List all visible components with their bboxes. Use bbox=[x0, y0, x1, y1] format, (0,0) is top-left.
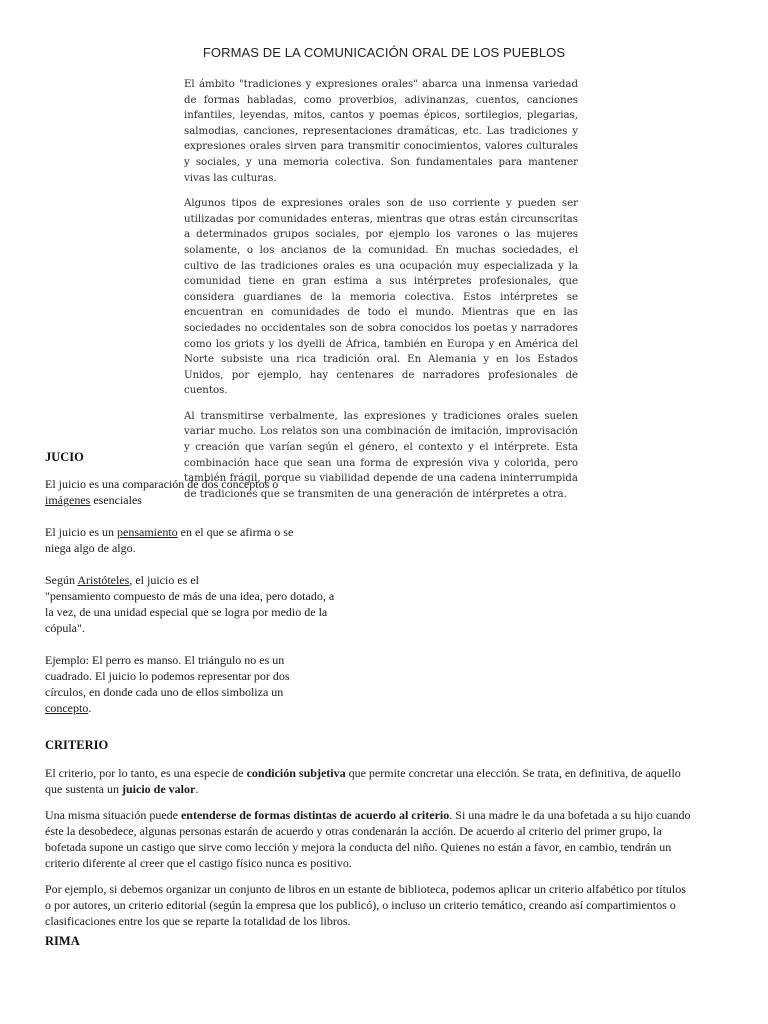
intro-block bbox=[184, 77, 578, 502]
text: El criterio, por lo tanto, es una especie de bbox=[45, 766, 247, 780]
section-heading-juicio: JUCIO bbox=[45, 450, 84, 464]
juicio-paragraph bbox=[45, 524, 365, 556]
text: Según bbox=[45, 573, 78, 587]
text: que permite concretar una elección. Se trata, en definitiva, de aquello bbox=[345, 766, 681, 780]
text: El juicio es un bbox=[45, 525, 117, 539]
bold-text: juicio de valor bbox=[122, 782, 196, 796]
criterio-section bbox=[45, 765, 735, 929]
document-title: FORMAS DE LA COMUNICACIÓN ORAL DE LOS PUEBLOS bbox=[202, 45, 566, 60]
juicio-paragraph bbox=[45, 476, 365, 508]
text: cópula". bbox=[45, 621, 85, 635]
section-heading-rima: RIMA bbox=[45, 934, 80, 948]
criterio-paragraph bbox=[45, 807, 735, 871]
text: niega algo de algo. bbox=[45, 541, 136, 555]
text: Por ejemplo, si debemos organizar un conjunto de libros en un estante de biblioteca, podemos aplicar un criterio alfabético por títulos bbox=[45, 882, 686, 896]
link-imagenes[interactable]: imágenes bbox=[45, 493, 91, 507]
text: esenciales bbox=[90, 493, 142, 507]
text: éste la desobedece, algunas personas estarán de acuerdo y otras condenarán la acción. De acuerdo al criterio del primer grupo, la bbox=[45, 824, 662, 838]
criterio-paragraph bbox=[45, 765, 735, 797]
text: Una misma situación puede bbox=[45, 808, 181, 822]
text: clasificaciones entre los que se reparte la totalidad de los libros. bbox=[45, 914, 351, 928]
juicio-section bbox=[45, 476, 365, 732]
text: . Si una madre le da una bofetada a su hijo cuando bbox=[449, 808, 691, 822]
intro-paragraph: Algunos tipos de expresiones orales son de uso corriente y pueden ser utilizadas por comunidades enteras, mientras que otras están circunscritas a determinados grupos sociales, por ejemplo los varones o las mujeres solamente, o los ancianos de la comunidad. En muchas sociedades, el cultivo de las tradiciones orales es una ocupación muy especializada y la comunidad tiene en gran estima a sus intérpretes profesionales, que considera guardianes de la memoria colectiva. Estos intérpretes se encuentran en comunidades de todo el mundo. Mientras que en las sociedades no occidentales son de sobra conocidos los poetas y narradores como los griots y los dyelli de África, también en Europa y en América del Norte subsiste una rica tradición oral. En Alemania y en los Estados Unidos, por ejemplo, hay centenares de narradores profesionales de cuentos. bbox=[184, 198, 578, 397]
text: o por autores, un criterio editorial (según la empresa que los publicó), o incluso un criterio temático, creando así compartimientos o bbox=[45, 898, 676, 912]
text: criterio diferente al creer que el castigo físico nunca es positivo. bbox=[45, 856, 352, 870]
link-concepto[interactable]: concepto bbox=[45, 701, 89, 715]
text: "pensamiento compuesto de más de una idea, pero dotado, a bbox=[45, 589, 335, 603]
text: . bbox=[195, 782, 199, 796]
section-heading-criterio: CRITERIO bbox=[45, 738, 109, 752]
text: . bbox=[88, 701, 92, 715]
bold-text: entenderse de formas distintas de acuerdo al criterio bbox=[180, 808, 450, 822]
intro-paragraph: Al transmitirse verbalmente, las expresiones y tradiciones orales suelen variar mucho. Los relatos son una combinación de imitación, improvisación y creación que varían según el género, el contexto y el intérprete. Esta combinación hace que sean una forma de expresión viva y colorida, pero también frágil, porque su viabilidad depende de una cadena ininterrumpida de tradiciones que se transmiten de una generación de intérpretes a otra. bbox=[184, 410, 578, 500]
text: , el juicio es el bbox=[129, 573, 199, 587]
text: El juicio es una comparación de dos conceptos o bbox=[45, 477, 279, 491]
intro-paragraph: El ámbito "tradiciones y expresiones orales" abarca una inmensa variedad de formas habladas, como proverbios, adivinanzas, cuentos, canciones infantiles, leyendas, mitos, cantos y poemas épicos, sortilegios, plegarias, salmodias, canciones, representaciones dramáticas, etc. Las tradiciones y expresiones orales sirven para transmitir conocimientos, valores culturales y sociales, y una memoria colectiva. Son fundamentales para mantener vivas las culturas. bbox=[184, 79, 578, 184]
link-aristoteles[interactable]: Aristóteles bbox=[77, 573, 130, 587]
text: que sustenta un bbox=[45, 782, 122, 796]
criterio-paragraph bbox=[45, 881, 735, 929]
juicio-paragraph bbox=[45, 572, 365, 636]
text: la vez, de una unidad especial que se logra por medio de la bbox=[45, 605, 328, 619]
text: bofetada supone un castigo que sirve como lección y mejora la conducta del niño. Quienes no están a favor, en cambio, tendrán un bbox=[45, 840, 672, 854]
text: Ejemplo: El perro es manso. El triángulo no es un bbox=[45, 653, 285, 667]
text: cuadrado. El juicio lo podemos representar por dos bbox=[45, 669, 290, 683]
juicio-paragraph bbox=[45, 652, 365, 716]
text: en el que se afirma o se bbox=[177, 525, 294, 539]
link-pensamiento[interactable]: pensamiento bbox=[117, 525, 178, 539]
bold-text: condición subjetiva bbox=[246, 766, 346, 780]
text: círculos, en donde cada uno de ellos simboliza un bbox=[45, 685, 284, 699]
